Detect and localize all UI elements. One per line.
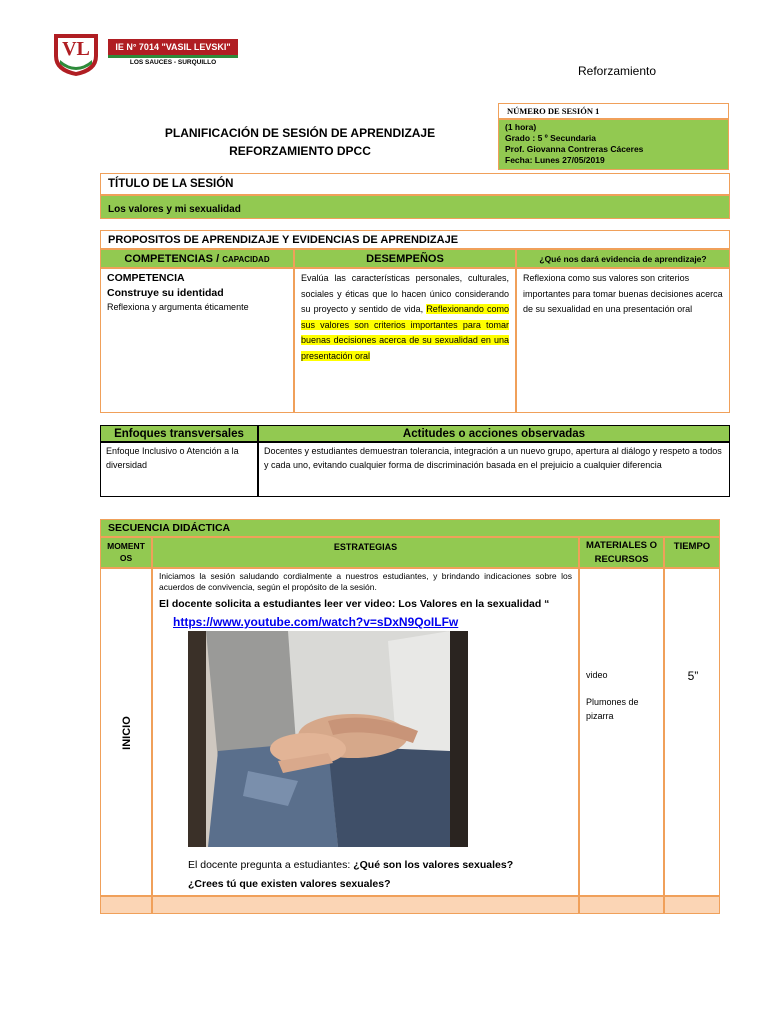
green-stripe: [108, 55, 238, 58]
session-number: NÚMERO DE SESIÓN 1: [498, 103, 729, 119]
intro-text: Iniciamos la sesión saludando cordialmente a nuestros estudiantes, y brindando indicaciones sobre los acuerdos de convivencia, según el propósito de la sesión.: [159, 571, 572, 592]
session-title-value: Los valores y mi sexualidad: [100, 195, 730, 219]
video-thumbnail-image: [188, 631, 468, 847]
approaches-header: Enfoques transversales: [100, 425, 258, 442]
school-location: LOS SAUCES - SURQUILLO: [129, 59, 217, 66]
material-markers: Plumones de pizarra: [586, 697, 639, 721]
doc-tag: Reforzamiento: [578, 64, 657, 78]
sequence-header: SECUENCIA DIDÁCTICA: [100, 519, 720, 537]
competencies-label: COMPETENCIAS /: [124, 253, 220, 265]
title-line-1: PLANIFICACIÓN DE SESIÓN DE APRENDIZAJE: [164, 126, 436, 140]
competency-name: Construye su identidad: [107, 287, 224, 299]
materials-header: MATERIALES O RECURSOS: [579, 537, 664, 568]
materials-cell: [579, 568, 664, 896]
moment-label: INICIO: [121, 716, 133, 750]
session-duration: (1 hora): [505, 122, 537, 132]
session-title-label: TÍTULO DE LA SESIÓN: [100, 173, 730, 195]
footer-row-time: [664, 896, 720, 914]
session-info-box: [498, 119, 729, 170]
performance-cell: [294, 268, 516, 413]
strategies-header: ESTRATEGIAS: [152, 537, 579, 568]
time-header: TIEMPO: [664, 537, 720, 568]
performance-highlight: Reflexionando como sus valores son criterios importantes para tomar buenas decisiones acerca de su sexualidad en una presentación oral: [301, 304, 509, 361]
question-2: ¿Crees tú que existen valores sexuales?: [188, 878, 391, 890]
question-prefix: El docente pregunta a estudiantes:: [188, 859, 354, 871]
moments-header: MOMENTOS: [100, 537, 152, 568]
competency-capacity: Reflexiona y argumenta éticamente: [107, 302, 249, 312]
approach-cell: Enfoque Inclusivo o Atención a la diversidad: [100, 442, 258, 497]
session-date: Fecha: Lunes 27/05/2019: [505, 155, 605, 165]
moment-cell: [100, 568, 152, 896]
video-instruction: El docente solicita a estudiantes leer ver video: Los Valores en la sexualidad “: [159, 598, 550, 610]
question-1: ¿Qué son los valores sexuales?: [353, 859, 514, 871]
actions-header: Actitudes o acciones observadas: [258, 425, 730, 442]
time-value: 5”: [687, 669, 699, 683]
title-line-2: REFORZAMIENTO DPCC: [229, 144, 371, 158]
purposes-header: PROPOSITOS DE APRENDIZAJE Y EVIDENCIAS DE APRENDIZAJE: [100, 230, 730, 249]
footer-row-moment: [100, 896, 152, 914]
performance-header: DESEMPEÑOS: [294, 249, 516, 268]
time-cell: [664, 568, 720, 896]
session-teacher: Prof. Giovanna Contreras Cáceres: [505, 144, 644, 154]
evidence-header: ¿Qué nos dará evidencia de aprendizaje?: [516, 249, 730, 268]
footer-row-materials: [579, 896, 664, 914]
competency-cell: [100, 268, 294, 413]
competency-label: COMPETENCIA: [107, 272, 185, 284]
video-link[interactable]: https://www.youtube.com/watch?v=sDxN9QoILFw: [173, 615, 459, 629]
session-grade: Grado : 5 º Secundaria: [505, 133, 596, 143]
evidence-cell: Reflexiona como sus valores son criterios importantes para tomar buenas decisiones acerca de su sexualidad en una presentación oral: [516, 268, 730, 413]
school-logo: [50, 30, 102, 78]
capacity-label: CAPACIDAD: [222, 255, 270, 264]
page-title: [140, 124, 460, 160]
question-line-1: [188, 859, 578, 871]
material-video: video: [586, 670, 608, 680]
strategies-cell: [152, 568, 579, 896]
performance-text: Evalúa las características personales, culturales, sociales y éticas que lo hacen único considerando su proyecto y sentido de vida,: [301, 273, 509, 314]
school-name: IE N° 7014 "VASIL LEVSKI": [108, 39, 238, 55]
competencies-header: [100, 249, 294, 268]
logo-text: VL: [62, 38, 90, 60]
actions-cell: Docentes y estudiantes demuestran tolerancia, integración a un nuevo grupo, apertura al diálogo y respeto a todos y cada uno, evitando cualquier forma de discriminación basada en el prejuicio a cualquier diferencia: [258, 442, 730, 497]
footer-row-strategies: [152, 896, 579, 914]
